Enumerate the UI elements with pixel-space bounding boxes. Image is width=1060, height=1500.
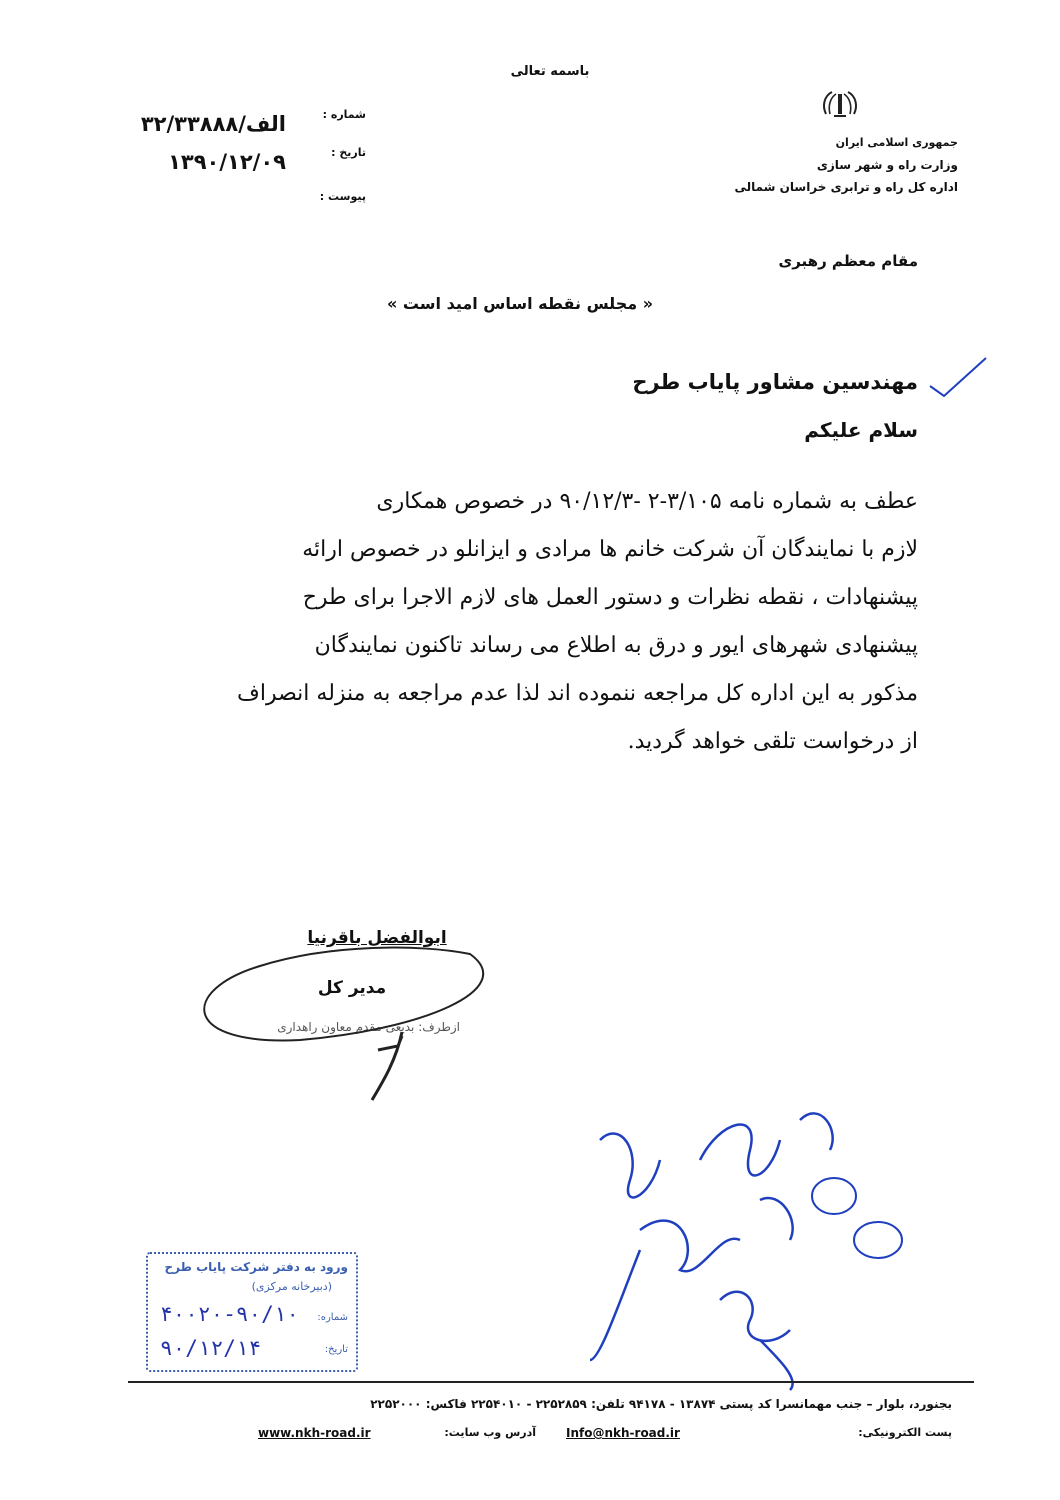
body-line: پیشنهادی شهرهای ایور و درق به اطلاع می رساند تاکنون نمایندگان — [314, 633, 918, 658]
invocation: باسمه تعالی — [510, 64, 590, 79]
website-link[interactable]: www.nkh-road.ir — [258, 1426, 371, 1440]
recipient: مهندسین مشاور پایاب طرح — [632, 370, 918, 394]
letter-date: ۱۳۹۰/۱۲/۰۹ — [168, 150, 286, 174]
body-line: عطف به شماره نامه ۳/۱۰۵-۲ -۹۰/۱۲/۳ در خصوص همکاری — [376, 489, 918, 514]
leader-title: مقام معظم رهبری — [778, 252, 918, 270]
stamp-subtitle: (دبیرخانه مرکزی) — [251, 1280, 332, 1293]
greeting: سلام علیکم — [804, 418, 918, 442]
body-line: از درخواست تلقی خواهد گردید. — [627, 729, 918, 754]
date-label: تاریخ : — [331, 146, 366, 159]
email-label: پست الکترونیکی: — [858, 1426, 952, 1439]
organization-header — [658, 132, 958, 198]
letter-body — [158, 478, 918, 766]
signer-position: مدیر کل — [317, 978, 387, 998]
checkmark-icon — [930, 358, 986, 396]
motto: « مجلس نقطه اساس امید است » — [386, 294, 654, 313]
incoming-stamp — [146, 1252, 358, 1372]
by-order-note: ازطرف: بدیعی مقدم معاون راهداری — [277, 1020, 460, 1034]
body-line: مذکور به این اداره کل مراجعه ننموده اند لذا عدم مراجعه به منزله انصراف — [237, 681, 918, 706]
website-label: آدرس وب سایت: — [444, 1426, 536, 1439]
national-emblem-icon — [818, 88, 862, 120]
stamp-title: ورود به دفتر شرکت پایاب طرح — [164, 1260, 348, 1274]
org-line-ministry: وزارت راه و شهر سازی — [816, 158, 958, 172]
body-line: پیشنهادات ، نقطه نظرات و دستور العمل های لازم الاجرا برای طرح — [302, 585, 918, 610]
number-label: شماره : — [322, 108, 366, 121]
signer-name: ابوالفضل باقرنیا — [307, 928, 447, 948]
footer-divider — [128, 1381, 974, 1383]
stamp-number: ۴۰۰۲۰-۹۰/۱۰ — [160, 1302, 300, 1326]
handwritten-note — [590, 1113, 833, 1390]
letter-number: الف/۳۲/۳۳۸۸۸ — [140, 112, 286, 136]
org-line-directorate: اداره کل راه و ترابری خراسان شمالی — [734, 180, 958, 194]
stamp-date-label: تاریخ: — [324, 1344, 348, 1355]
signature-stroke — [372, 1032, 402, 1100]
circled-note-1 — [812, 1178, 856, 1214]
circled-note-2 — [854, 1222, 902, 1258]
body-line: لازم با نمایندگان آن شرکت خانم ها مرادی و ایزانلو در خصوص ارائه — [302, 537, 918, 562]
stamp-number-label: شماره: — [317, 1312, 348, 1323]
attachment-label: پیوست : — [319, 190, 366, 203]
email-link[interactable]: Info@nkh-road.ir — [566, 1426, 680, 1440]
org-line-country: جمهوری اسلامی ایران — [835, 136, 958, 149]
footer-address: بجنورد، بلوار – جنب مهمانسرا کد پستی ۱۳۸۷۴ - ۹۴۱۷۸ تلفن: ۲۲۵۲۸۵۹ - ۲۲۵۴۰۱۰ فاکس: ۲۲۵۲۰۰۰ — [370, 1397, 952, 1411]
stamp-date: ۹۰/۱۲/۱۴ — [160, 1336, 262, 1360]
